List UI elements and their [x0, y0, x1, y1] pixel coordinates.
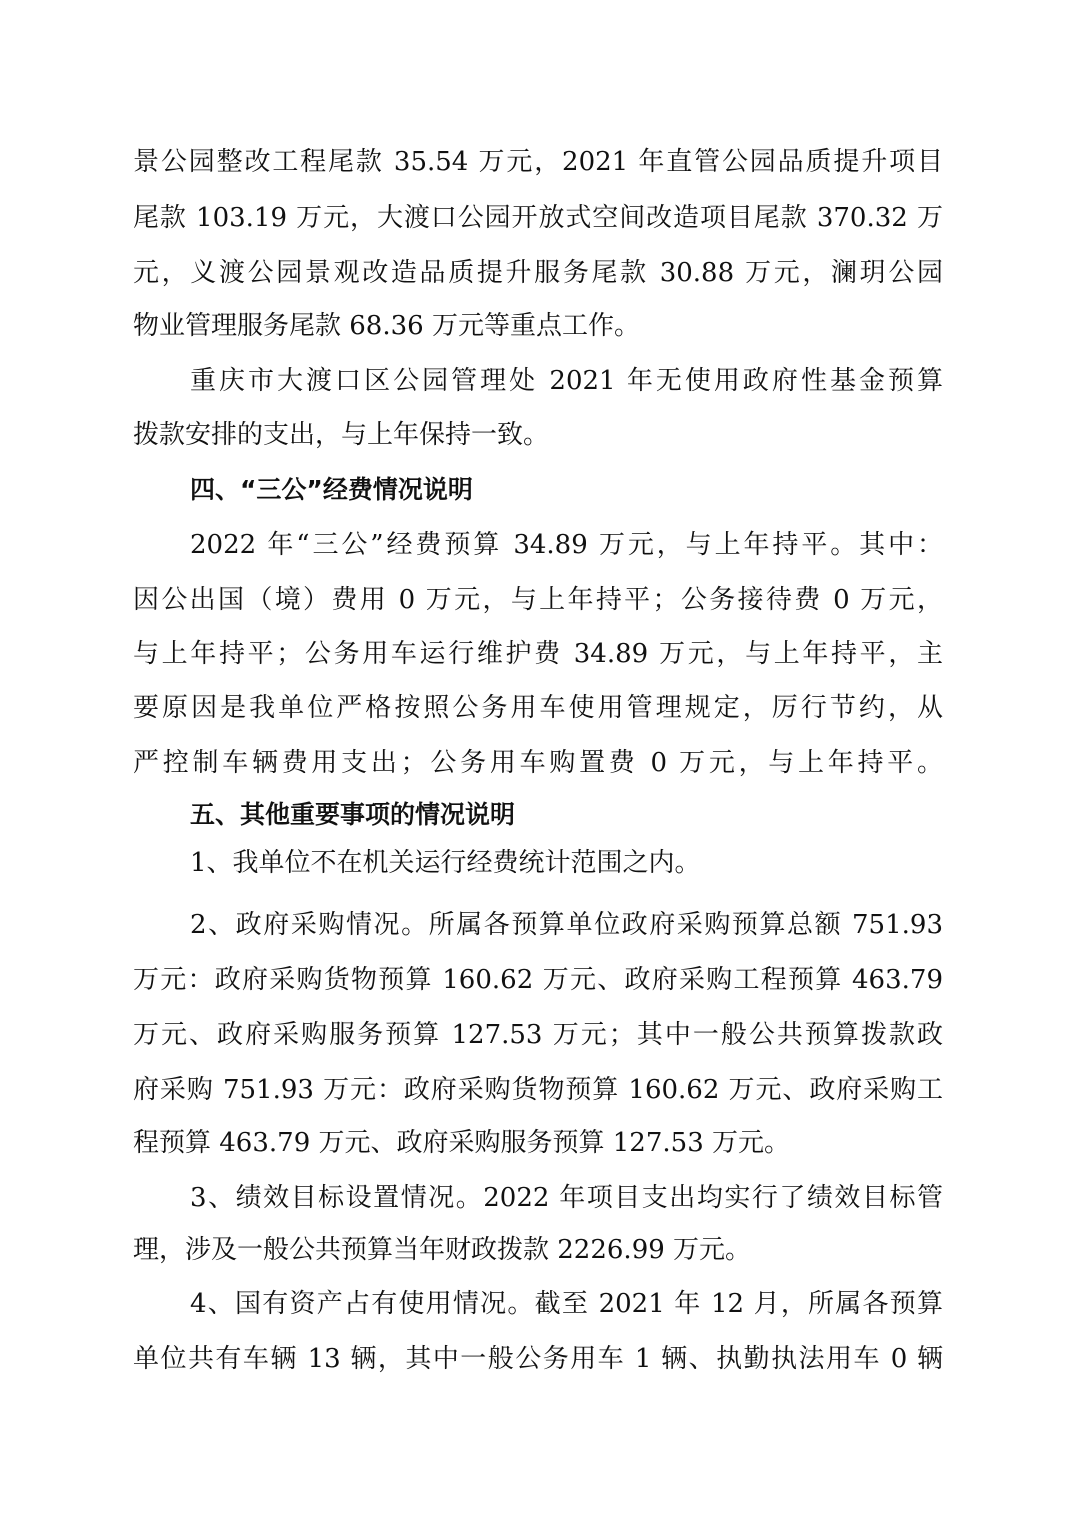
text-line: 要原因是我单位严格按照公务用车使用管理规定，厉行节约，从	[133, 693, 943, 723]
text-line: 与上年持平；公务用车运行维护费 34.89 万元，与上年持平，主	[133, 639, 943, 669]
text-line: 程预算 463.79 万元、政府采购服务预算 127.53 万元。	[133, 1128, 791, 1158]
text-line: 重庆市大渡口区公园管理处 2021 年无使用政府性基金预算	[190, 366, 943, 396]
text-line: 景公园整改工程尾款 35.54 万元，2021 年直管公园品质提升项目	[133, 147, 943, 177]
text-line: 物业管理服务尾款 68.36 万元等重点工作。	[133, 311, 640, 341]
text-line: 因公出国（境）费用 0 万元，与上年持平；公务接待费 0 万元，	[133, 585, 943, 615]
text-line: 2、政府采购情况。所属各预算单位政府采购预算总额 751.93	[190, 910, 943, 940]
text-line: 单位共有车辆 13 辆，其中一般公务用车 1 辆、执勤执法用车 0 辆	[133, 1344, 943, 1374]
text-line: 万元：政府采购货物预算 160.62 万元、政府采购工程预算 463.79	[133, 965, 943, 995]
text-line: 元，义渡公园景观改造品质提升服务尾款 30.88 万元，澜玥公园	[133, 258, 943, 288]
text-line: 拨款安排的支出，与上年保持一致。	[133, 420, 550, 450]
text-line: 理，涉及一般公共预算当年财政拨款 2226.99 万元。	[133, 1235, 752, 1265]
text-line: 尾款 103.19 万元，大渡口公园开放式空间改造项目尾款 370.32 万	[133, 203, 943, 233]
section-heading: 五、其他重要事项的情况说明	[190, 800, 516, 829]
text-line: 府采购 751.93 万元：政府采购货物预算 160.62 万元、政府采购工	[133, 1075, 943, 1105]
text-line: 严控制车辆费用支出；公务用车购置费 0 万元，与上年持平。	[133, 748, 943, 778]
text-line: 3、绩效目标设置情况。2022 年项目支出均实行了绩效目标管	[190, 1183, 943, 1213]
text-line: 1、我单位不在机关运行经费统计范围之内。	[190, 848, 701, 878]
text-line: 4、国有资产占有使用情况。截至 2021 年 12 月，所属各预算	[190, 1289, 943, 1319]
text-line: 万元、政府采购服务预算 127.53 万元；其中一般公共预算拨款政	[133, 1020, 943, 1050]
section-heading: 四、“三公”经费情况说明	[190, 475, 473, 504]
text-line: 2022 年“三公”经费预算 34.89 万元，与上年持平。其中：	[190, 530, 943, 560]
